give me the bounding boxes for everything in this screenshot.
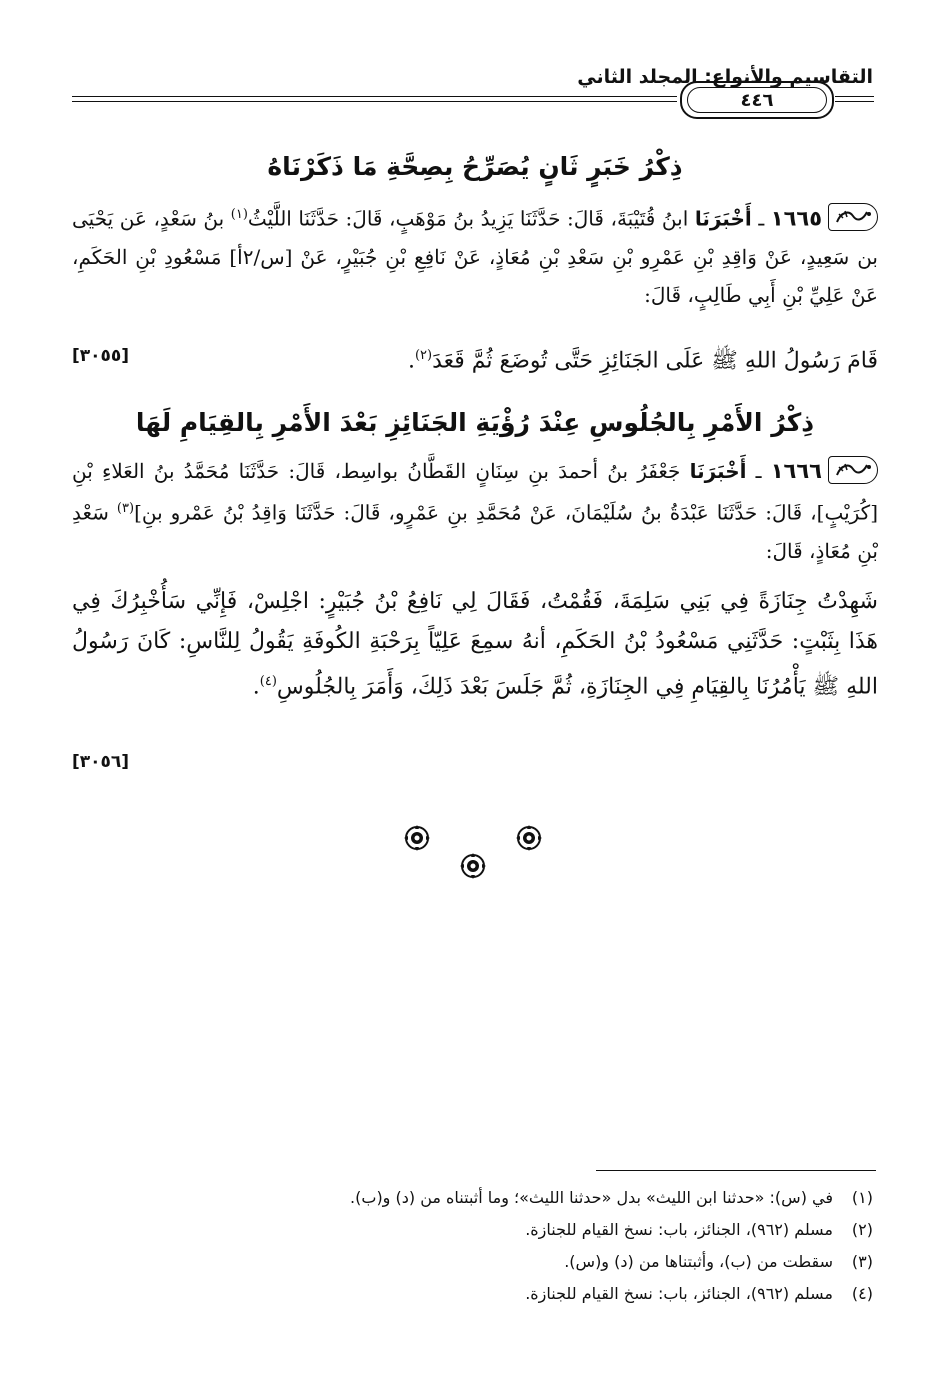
hadith-1666-matn [72,582,878,707]
isnad-text: بنُ سَعْدٍ، عَن يَحْيَى بن سَعِيدٍ، عَنْ وَاقِدِ بْنِ عَمْرِو بْنِ سَعْدِ بْنِ مُعَاذٍ، عَنْ نَافِعِ بْنِ جُبَيْرٍ، عَنْ [س/٢أ] مَسْعُودِ بْنِ الحَكَمِ، عَنْ عَلِيِّ بْنِ أَبِي طَالِبٍ، قَالَ: [72,206,878,307]
footnote-text: مسلم (٩٦٢)، الجنائز، باب: نسخ القيام للجنازة. [525,1284,833,1303]
footnote-marker[interactable]: (٢) [414,348,433,363]
hadith-badge-icon [828,456,878,484]
hadith-1665-matn [238,336,878,381]
footnote-rule [596,1170,876,1171]
header-rule [72,101,677,102]
hadith-number: ١٦٦٦ [770,459,822,483]
footnote-marker[interactable]: (٤) [259,674,277,689]
akhbarana-word: أَخْبَرَنَا [689,459,747,483]
section-title-2: ذِكْرُ الأَمْرِ بِالجُلُوسِ عِنْدَ رُؤْيَةِ الجَنَائِزِ بَعْدَ الأَمْرِ بِالقِيَامِ لَهَا [135,408,815,437]
hadith-1666-isnad: ١٦٦٦ ـ أَخْبَرَنَا جَعْفَرُ بنُ أحمدَ بنِ سِنَانٍ القَطَّانُ بواسِط، قَالَ: حَدَّثَنَا مُحَمَّدُ بنُ العَلاءِ بْنِ [كُرَيْبٍ]، قَالَ: حَدَّثَنَا عَبْدَةُ بنُ سُلَيْمَانَ، عَنْ مُحَمَّدِ بنِ عَمْرٍو، قَالَ: حَدَّثَنَا وَاقِدُ بْنُ عَمْرو بنِ]$^{(٣)}$ سَعْدِ بْنِ مُعَاذٍ، قَالَ: [72,452,878,570]
page-number: ٤٤٦ [687,87,827,113]
isnad-text: جَعْفَرُ بنُ أحمدَ بنِ سِنَانٍ القَطَّانُ بواسِط، قَالَ: حَدَّثَنَا مُحَمَّدُ بنُ العَلاءِ بْنِ [كُرَيْبٍ]، قَالَ: حَدَّثَنَا عَبْدَةُ بنُ سُلَيْمَانَ، عَنْ مُحَمَّدِ بنِ عَمْرٍو، قَالَ: حَدَّثَنَا وَاقِدُ بْنُ عَمْرو بنِ] [72,459,879,525]
footnote-marker[interactable]: (١) [230,207,248,222]
floral-ornament-icon [404,825,430,851]
hadith-badge-icon [828,203,878,231]
footnote-number: (١) [851,1188,873,1207]
footnote-marker[interactable]: (٣) [116,501,135,516]
hadith-1665-isnad: ١٦٦٥ ـ أَخْبَرَنَا ابنُ قُتَيْبَةَ، قَالَ: حَدَّثَنَا يَزِيدُ بنُ مَوْهَبٍ، قَالَ: حَدَّثَنَا اللَّيْثُ$^{(١)}$ بنُ سَعْدٍ، عَن يَحْيَى بن سَعِيدٍ، عَنْ وَاقِدِ بْنِ عَمْرِو بْنِ سَعْدِ بْنِ مُعَاذٍ، عَنْ نَافِعِ بْنِ جُبَيْرٍ، عَنْ [س/٢أ] مَسْعُودِ بْنِ الحَكَمِ، عَنْ عَلِيِّ بْنِ أَبِي طَالِبٍ، قَالَ: [72,196,878,314]
footnote-1 [73,1188,873,1207]
footnote-3 [73,1252,873,1271]
akhbarana-word: أَخْبَرَنَا [694,206,752,231]
matn-text: قَامَ رَسُولُ اللهِ ﷺ عَلَى الجَنَائِزِ حَتَّى تُوضَعَ ثُمَّ قَعَدَ [432,348,878,374]
section-title-1: ذِكْرُ خَبَرٍ ثَانٍ يُصَرِّحُ بِصِحَّةِ مَا ذَكَرْنَاهُ [267,152,683,181]
footnote-text: سقطت من (ب)، وأثبتناها من (د) و(س). [564,1252,833,1271]
header-rule [835,101,874,102]
footnote-number: (٢) [851,1220,873,1239]
footnote-text: مسلم (٩٦٢)، الجنائز، باب: نسخ القيام للجنازة. [525,1220,833,1239]
header-rule [72,96,677,97]
matn-end: . [252,674,260,700]
isnad-text: ابنُ قُتَيْبَةَ، قَالَ: حَدَّثَنَا يَزِيدُ بنُ مَوْهَبٍ، قَالَ: حَدَّثَنَا اللَّيْثُ [247,206,689,231]
running-title: التقاسيم والأنواع: المجلد الثاني [577,66,873,88]
footnote-text: في (س): «حدثنا ابن الليث» بدل «حدثنا الليث»؛ وما أثبتناه من (د) و(ب). [350,1188,833,1207]
matn-text: شَهِدْتُ جِنَازَةً فِي بَنِي سَلِمَةَ، فَقُمْتُ، فَقَالَ لِي نَافِعُ بْنُ جُبَيْرٍ: اجْلِسْ، فَإِنِّي سَأُخْبِرُكَ فِي هَذَا بِثَبْتٍ: حَدَّثَنِي مَسْعُودُ بْنُ الحَكَمِ، أنهُ سمِعَ عَلِيّاً بِرَحْبَةِ الكُوفَةِ يَقُولُ لِلنَّاسِ: كَانَ رَسُولُ اللهِ ﷺ يَأْمُرُنَا بِالقِيَامِ فِي الجِنَازَةِ، ثُمَّ جَلَسَ بَعْدَ ذَلِكَ، وَأَمَرَ بِالجُلُوسِ [72,589,878,700]
page-number-frame [680,81,834,119]
floral-ornament-icon [460,853,486,879]
footnote-number: (٣) [851,1252,873,1271]
header-rule [835,96,874,97]
matn-end: . [407,348,415,374]
footnote-4 [73,1284,873,1303]
reference-number: [٣٠٥٥] [72,346,130,366]
isnad-text: سَعْدِ بْنِ مُعَاذٍ، قَالَ: [72,500,878,563]
footnote-number: (٤) [851,1284,873,1303]
hadith-number: ١٦٦٥ [770,206,823,231]
reference-number: [٣٠٥٦] [72,752,130,772]
floral-ornament-icon [516,825,542,851]
footnote-2 [73,1220,873,1239]
